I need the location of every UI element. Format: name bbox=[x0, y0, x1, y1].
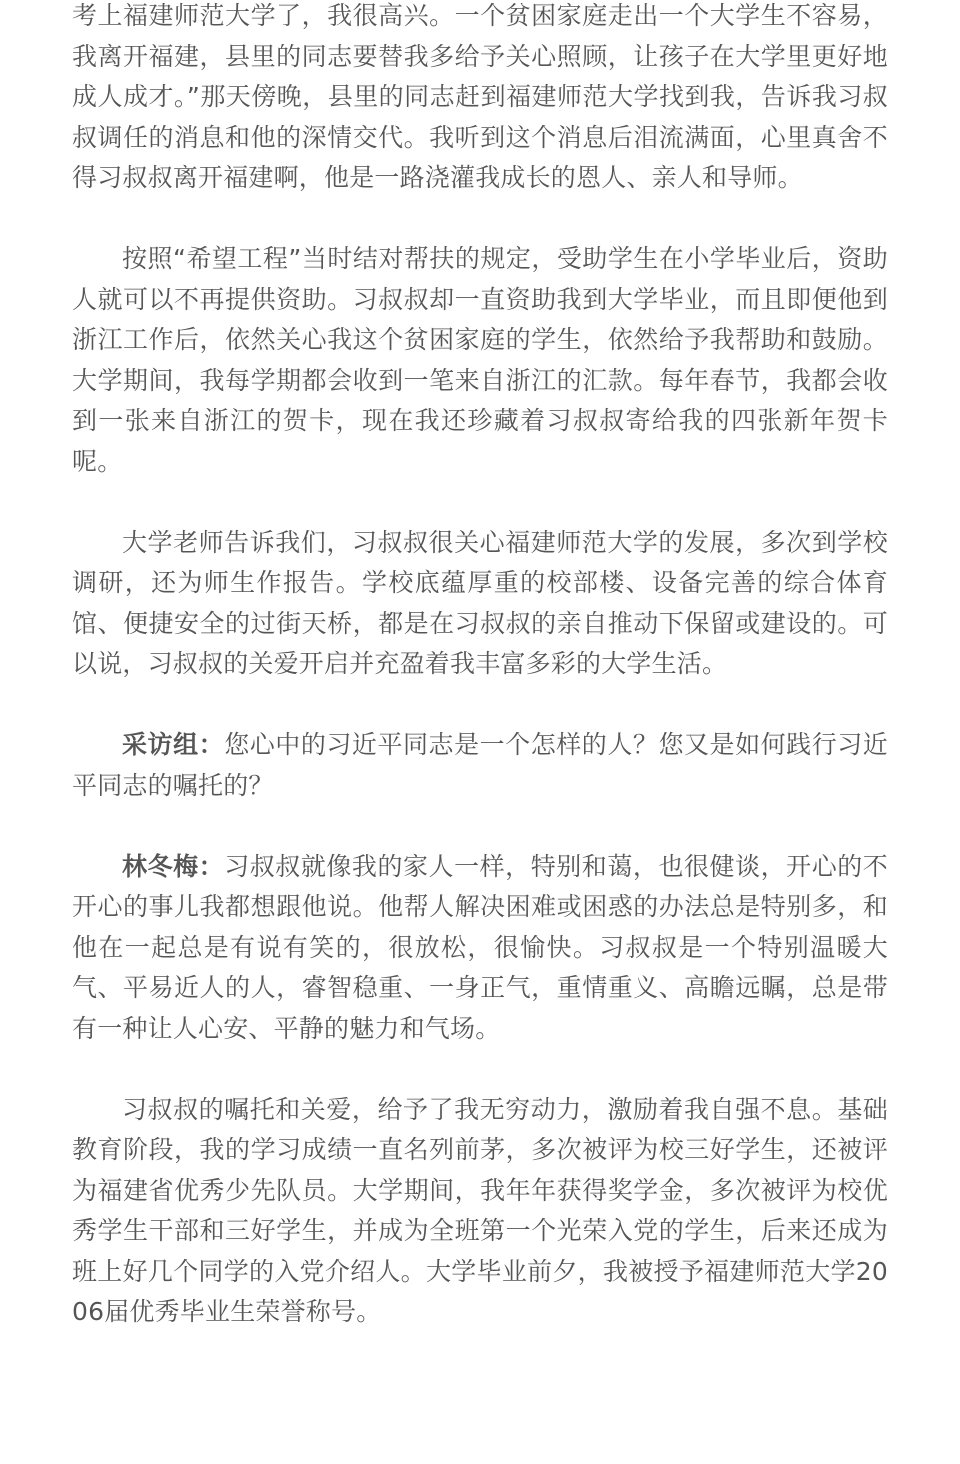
paragraph-interviewee-answer bbox=[72, 847, 888, 1050]
speaker-label: 林冬梅： bbox=[122, 851, 225, 881]
paragraph-text: 考上福建师范大学了，我很高兴。一个贫困家庭走出一个大学生不容易，我离开福建，县里的同志要替我多给予关心照顾，让孩子在大学里更好地成人成才。”那天傍晚，县里的同志赶到福建师范大学找到我，告诉我习叔叔调任的消息和他的深情交代。我听到这个消息后泪流满面，心里真舍不得习叔叔离开福建啊，他是一路浇灌我成长的恩人、亲人和导师。 bbox=[72, 1, 888, 192]
paragraph-text: 大学老师告诉我们，习叔叔很关心福建师范大学的发展，多次到学校调研，还为师生作报告。学校底蕴厚重的校部楼、设备完善的综合体育馆、便捷安全的过街天桥，都是在习叔叔的亲自推动下保留或建设的。可以说，习叔叔的关爱开启并充盈着我丰富多彩的大学生活。 bbox=[72, 527, 888, 678]
paragraph-university bbox=[72, 523, 888, 685]
paragraph-text: 按照“希望工程”当时结对帮扶的规定，受助学生在小学毕业后，资助人就可以不再提供资助。习叔叔却一直资助我到大学毕业，而且即便他到浙江工作后，依然关心我这个贫困家庭的学生，依然给予我帮助和鼓励。大学期间，我每学期都会收到一笔来自浙江的汇款。每年春节，我都会收到一张来自浙江的贺卡，现在我还珍藏着习叔叔寄给我的四张新年贺卡呢。 bbox=[72, 244, 888, 476]
paragraph-achievements bbox=[72, 1090, 888, 1333]
paragraph-interviewer-question bbox=[72, 725, 888, 806]
speaker-label: 采访组： bbox=[122, 730, 225, 759]
paragraph-text: 习叔叔就像我的家人一样，特别和蔼，也很健谈，开心的不开心的事儿我都想跟他说。他帮人解决困难或困惑的办法总是特别多，和他在一起总是有说有笑的，很放松，很愉快。习叔叔是一个特别温暖大气、平易近人的人，睿智稳重、一身正气，重情重义、高瞻远瞩，总是带有一种让人心安、平静的魅力和气场。 bbox=[72, 851, 888, 1043]
paragraph-hope-project bbox=[72, 239, 888, 482]
article-body bbox=[72, 0, 888, 1373]
paragraph-text: 习叔叔的嘱托和关爱，给予了我无穷动力，激励着我自强不息。基础教育阶段，我的学习成绩一直名列前茅，多次被评为校三好学生，还被评为福建省优秀少先队员。大学期间，我年年获得奖学金，多次被评为校优秀学生干部和三好学生，并成为全班第一个光荣入党的学生，后来还成为班上好几个同学的入党介绍人。大学毕业前夕，我被授予福建师范大学2006届优秀毕业生荣誉称号。 bbox=[72, 1094, 888, 1326]
paragraph-continuation bbox=[72, 0, 888, 199]
paragraph-text: 您心中的习近平同志是一个怎样的人？您又是如何践行习近平同志的嘱托的？ bbox=[72, 730, 888, 800]
